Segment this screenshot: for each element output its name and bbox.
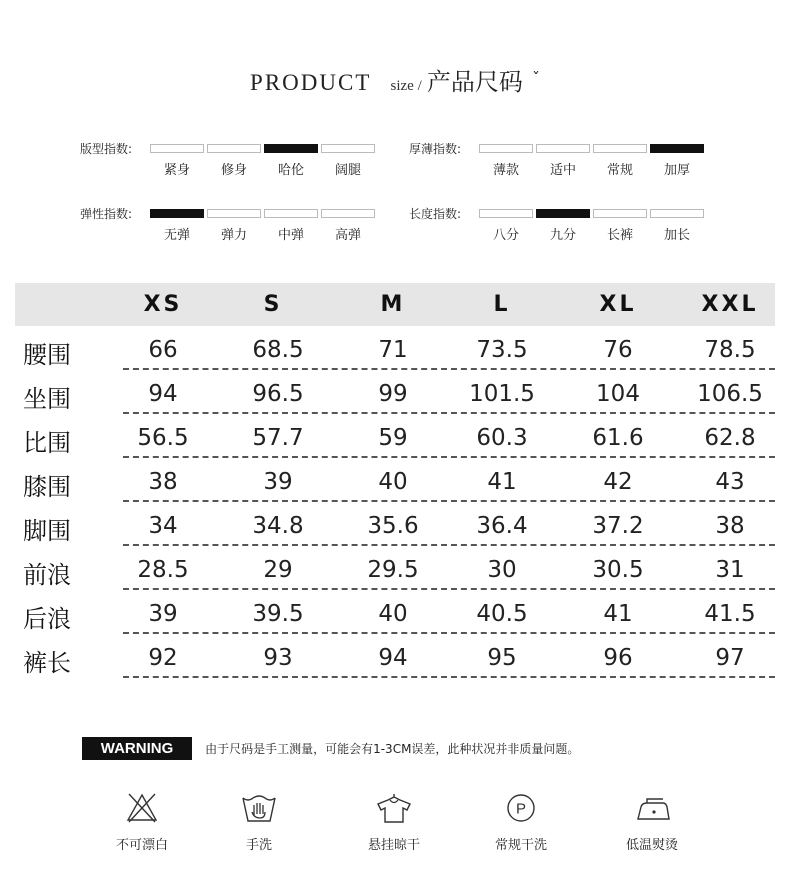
- warning-notice: [82, 737, 579, 760]
- table-cell: 92: [148, 645, 178, 671]
- table-row: [15, 639, 775, 683]
- index-option: 弹力: [220, 228, 247, 243]
- low-iron-icon: [632, 792, 672, 824]
- row-label: 后浪: [23, 605, 71, 633]
- table-cell: 78.5: [704, 337, 756, 363]
- table-cell: 97: [715, 645, 745, 671]
- table-row: [15, 595, 775, 639]
- table-cell: 40: [378, 469, 408, 495]
- index-option: 加长: [663, 228, 690, 243]
- index-option: 长裤: [606, 228, 633, 243]
- table-row: [15, 507, 775, 551]
- row-label: 腰围: [23, 341, 71, 369]
- index-option: 哈伦: [277, 163, 304, 178]
- table-cell: 43: [715, 469, 745, 495]
- row-divider: [123, 500, 775, 502]
- size-header: XL: [599, 292, 637, 317]
- stretch-index-label: 弹性指数:: [80, 207, 133, 221]
- table-cell: 39: [263, 469, 293, 495]
- table-cell: 61.6: [592, 425, 644, 451]
- index-bar: [264, 209, 318, 218]
- table-cell: 76: [603, 337, 633, 363]
- index-bar-selected: [536, 209, 590, 218]
- care-item: [204, 792, 314, 853]
- chevron-down-icon: ˇ: [531, 69, 540, 88]
- title-en: PRODUCT: [250, 70, 372, 95]
- row-label: 比围: [23, 429, 71, 457]
- table-cell: 29: [263, 557, 293, 583]
- svg-text:P: P: [515, 800, 527, 818]
- table-cell: 94: [148, 381, 178, 407]
- table-cell: 34: [148, 513, 178, 539]
- index-bar-selected: [650, 144, 704, 153]
- index-bar: [536, 144, 590, 153]
- care-label: 悬挂晾干: [367, 838, 420, 853]
- care-label: 常规干洗: [494, 838, 547, 853]
- row-divider: [123, 632, 775, 634]
- index-option: 八分: [492, 228, 519, 243]
- table-row: [15, 551, 775, 595]
- index-option: 无弹: [163, 228, 190, 243]
- table-cell: 94: [378, 645, 408, 671]
- hand-wash-icon: [240, 792, 278, 824]
- table-row: [15, 375, 775, 419]
- index-bar: [207, 209, 261, 218]
- length-index-label: 长度指数:: [409, 207, 462, 221]
- care-label: 低温熨烫: [625, 838, 678, 853]
- row-divider: [123, 456, 775, 458]
- care-item: [339, 792, 449, 853]
- table-cell: 62.8: [704, 425, 756, 451]
- table-cell: 96: [603, 645, 633, 671]
- index-option: 加厚: [663, 163, 690, 178]
- index-bar-selected: [150, 209, 204, 218]
- table-cell: 60.3: [476, 425, 528, 451]
- index-option: 阔腿: [334, 163, 361, 178]
- table-cell: 30: [487, 557, 517, 583]
- table-cell: 73.5: [476, 337, 528, 363]
- table-cell: 39: [148, 601, 178, 627]
- row-divider: [123, 676, 775, 678]
- table-cell: 39.5: [252, 601, 304, 627]
- table-cell: 31: [715, 557, 745, 583]
- table-cell: 37.2: [592, 513, 644, 539]
- table-cell: 41.5: [704, 601, 756, 627]
- care-item: [466, 792, 576, 853]
- row-divider: [123, 412, 775, 414]
- row-divider: [123, 588, 775, 590]
- table-cell: 30.5: [592, 557, 644, 583]
- table-cell: 101.5: [469, 381, 535, 407]
- warning-text: 由于尺码是手工测量，可能会有1-3CM误差，此种状况并非质量问题。: [205, 742, 580, 756]
- index-bar: [593, 209, 647, 218]
- index-bar: [479, 209, 533, 218]
- table-row: [15, 463, 775, 507]
- warning-badge: WARNING: [82, 737, 192, 760]
- index-bar-selected: [264, 144, 318, 153]
- table-cell: 96.5: [252, 381, 304, 407]
- row-label: 脚围: [23, 517, 71, 545]
- table-cell: 95: [487, 645, 517, 671]
- index-option: 薄款: [492, 163, 519, 178]
- table-cell: 57.7: [252, 425, 304, 451]
- size-table-header: [15, 283, 775, 326]
- care-item: [597, 792, 707, 853]
- index-option: 高弹: [334, 228, 361, 243]
- table-cell: 34.8: [252, 513, 304, 539]
- row-label: 坐围: [23, 385, 71, 413]
- no-bleach-icon: [125, 792, 159, 824]
- row-label: 膝围: [23, 473, 71, 501]
- stretch-index: [80, 205, 380, 245]
- table-cell: 66: [148, 337, 178, 363]
- table-row: [15, 419, 775, 463]
- table-cell: 59: [378, 425, 408, 451]
- title-size: size /: [390, 78, 422, 94]
- table-cell: 106.5: [697, 381, 763, 407]
- fit-index-label: 版型指数:: [80, 142, 133, 156]
- table-cell: 28.5: [137, 557, 189, 583]
- table-cell: 40: [378, 601, 408, 627]
- table-cell: 99: [378, 381, 408, 407]
- table-cell: 40.5: [476, 601, 528, 627]
- index-option: 紧身: [163, 163, 190, 178]
- table-cell: 104: [596, 381, 640, 407]
- table-cell: 93: [263, 645, 293, 671]
- fit-index: [80, 140, 380, 180]
- dry-clean-icon: [504, 792, 538, 824]
- thickness-index: [409, 140, 709, 180]
- row-label: 前浪: [23, 561, 71, 589]
- table-cell: 38: [148, 469, 178, 495]
- table-cell: 41: [603, 601, 633, 627]
- care-item: [87, 792, 197, 853]
- table-cell: 36.4: [476, 513, 528, 539]
- care-label: 手洗: [245, 838, 272, 853]
- index-bar: [321, 144, 375, 153]
- row-divider: [123, 368, 775, 370]
- index-option: 修身: [220, 163, 247, 178]
- table-cell: 68.5: [252, 337, 304, 363]
- table-cell: 29.5: [367, 557, 419, 583]
- table-cell: 71: [378, 337, 408, 363]
- size-header: L: [493, 292, 511, 317]
- table-cell: 35.6: [367, 513, 419, 539]
- size-header: XXL: [701, 292, 759, 317]
- size-header: S: [263, 292, 283, 317]
- row-divider: [123, 544, 775, 546]
- care-label: 不可漂白: [115, 838, 168, 853]
- table-cell: 42: [603, 469, 633, 495]
- page-title: [0, 62, 790, 97]
- size-header: XS: [143, 292, 183, 317]
- index-option: 适中: [549, 163, 576, 178]
- index-bar: [479, 144, 533, 153]
- index-option: 中弹: [277, 228, 304, 243]
- index-bar: [207, 144, 261, 153]
- table-cell: 56.5: [137, 425, 189, 451]
- hang-dry-icon: [374, 792, 414, 824]
- length-index: [409, 205, 709, 245]
- table-cell: 41: [487, 469, 517, 495]
- index-bar: [593, 144, 647, 153]
- index-bar: [650, 209, 704, 218]
- index-bar: [150, 144, 204, 153]
- title-cn: 产品尺码: [426, 68, 523, 96]
- index-option: 九分: [549, 228, 576, 243]
- thickness-index-label: 厚薄指数:: [409, 142, 462, 156]
- table-cell: 38: [715, 513, 745, 539]
- size-header: M: [380, 292, 406, 317]
- index-bar: [321, 209, 375, 218]
- row-label: 裤长: [23, 649, 71, 677]
- table-row: [15, 331, 775, 375]
- index-option: 常规: [606, 163, 633, 178]
